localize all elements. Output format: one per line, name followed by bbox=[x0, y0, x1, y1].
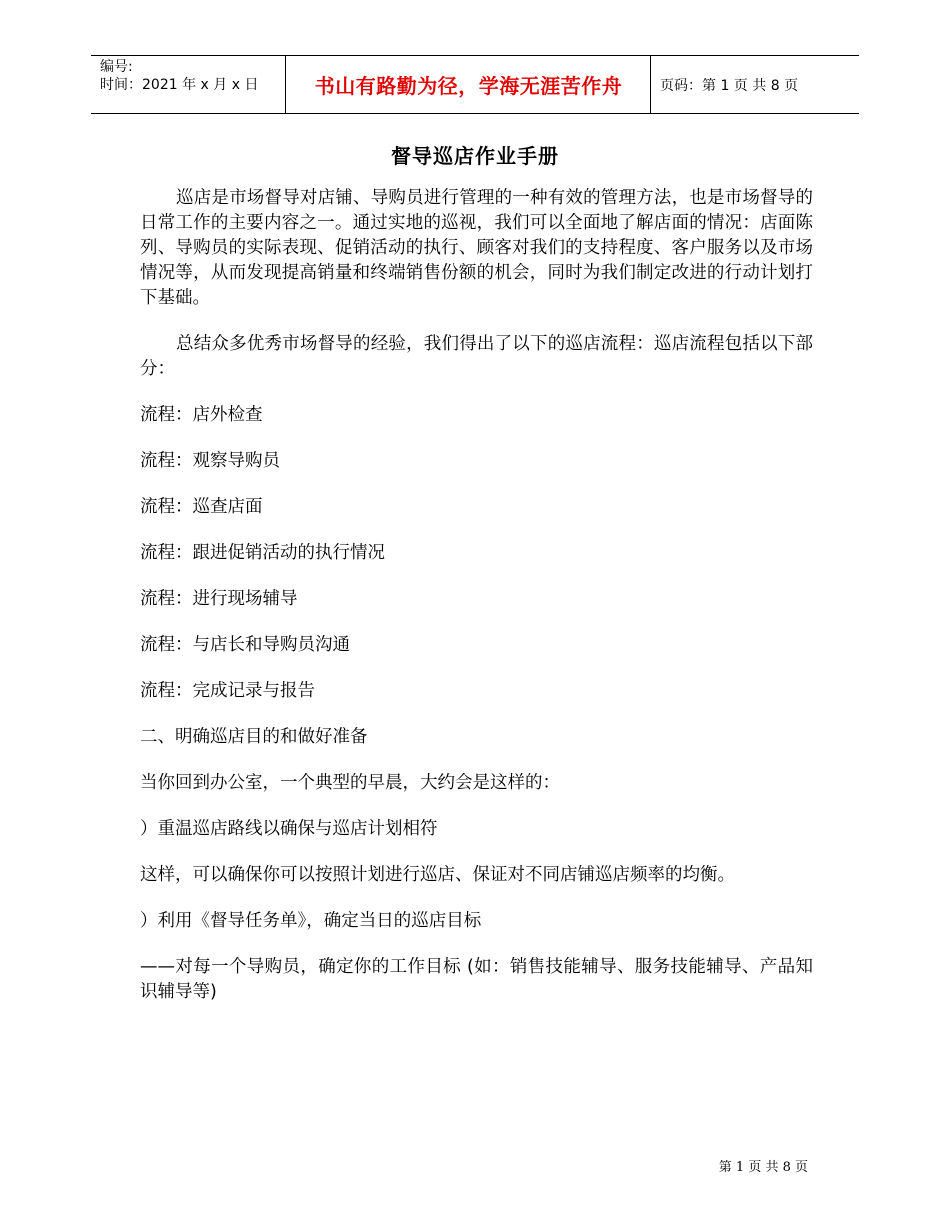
header-page-info: 页码：第 1 页 共 8 页 bbox=[660, 77, 799, 94]
process-item: 流程：巡查店面 bbox=[140, 497, 263, 517]
document-header bbox=[91, 55, 859, 114]
time-label: 时间：2021 年 x 月 x 日 bbox=[100, 77, 259, 93]
number-label: 编号: bbox=[100, 59, 133, 75]
header-motto: 书山有路勤为径，学海无涯苦作舟 bbox=[314, 74, 623, 98]
section-heading: 二、明确巡店目的和做好准备 bbox=[140, 727, 368, 747]
body-paragraph: 这样，可以确保你可以按照计划进行巡店、保证对不同店铺巡店频率的均衡。 bbox=[140, 865, 735, 885]
body-paragraph: 当你回到办公室，一个典型的早晨，大约会是这样的： bbox=[140, 773, 560, 793]
process-item: 流程：跟进促销活动的执行情况 bbox=[140, 543, 385, 563]
document-title: 督导巡店作业手册 bbox=[391, 144, 559, 168]
body-paragraph: ）重温巡店路线以确保与巡店计划相符 bbox=[140, 819, 438, 839]
page-footer: 第 1 页 共 8 页 bbox=[718, 1160, 808, 1175]
process-item: 流程：观察导购员 bbox=[140, 451, 280, 471]
document-body bbox=[140, 186, 813, 1026]
header-divider-left bbox=[285, 56, 286, 113]
body-paragraph: ）利用《督导任务单》，确定当日的巡店目标 bbox=[140, 911, 482, 931]
summary-paragraph: 总结众多优秀市场督导的经验，我们得出了以下的巡店流程：巡店流程包括以下部分： bbox=[140, 334, 813, 379]
process-item: 流程：与店长和导购员沟通 bbox=[140, 635, 350, 655]
header-meta bbox=[100, 58, 285, 94]
process-item: 流程：完成记录与报告 bbox=[140, 681, 315, 701]
intro-paragraph: 巡店是市场督导对店铺、导购员进行管理的一种有效的管理方法，也是市场督导的日常工作的主要内容之一。通过实地的巡视，我们可以全面地了解店面的情况：店面陈列、导购员的实际表现、促销活动的执行、顾客对我们的支持程度、客户服务以及市场情况等，从而发现提高销量和终端销售份额的机会，同时为我们制定改进的行动计划打下基础。 bbox=[140, 188, 813, 308]
process-item: 流程：进行现场辅导 bbox=[140, 589, 298, 609]
header-divider-right bbox=[650, 56, 651, 113]
process-item: 流程：店外检查 bbox=[140, 405, 263, 425]
body-paragraph: ——对每一个导购员，确定你的工作目标 (如：销售技能辅导、服务技能辅导、产品知识辅导等) bbox=[140, 957, 813, 1002]
